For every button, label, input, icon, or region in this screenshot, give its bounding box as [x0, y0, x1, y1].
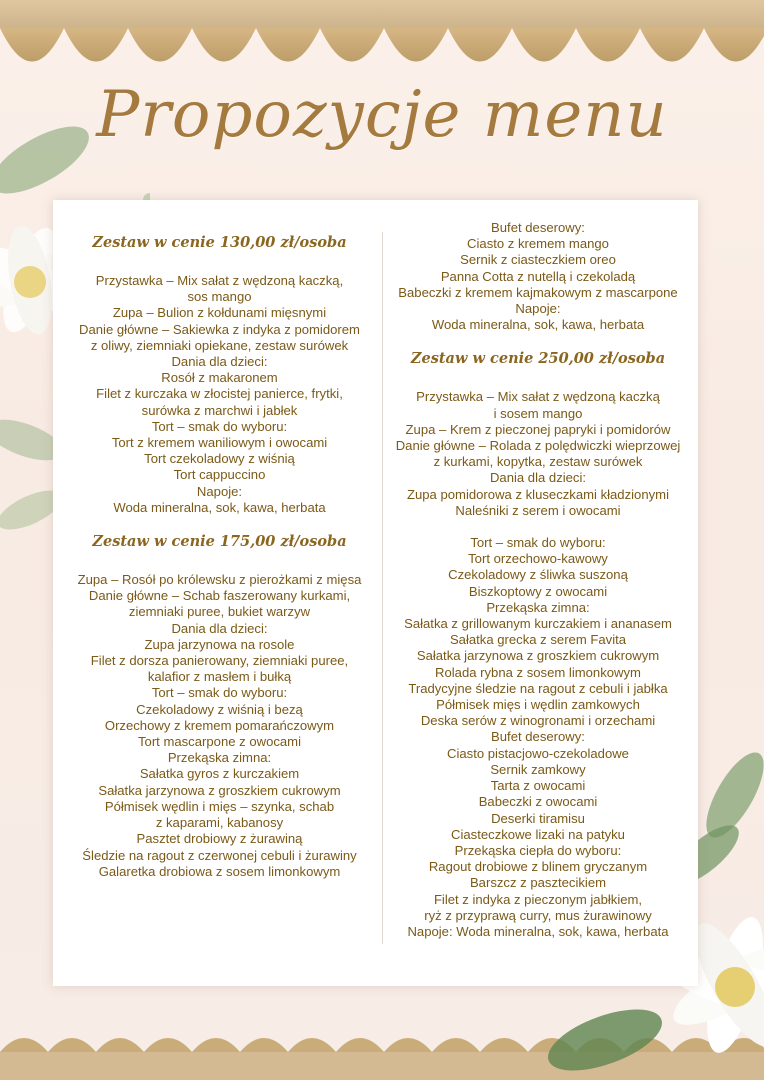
menu-line: Orzechowy z kremem pomarańczowym: [104, 717, 335, 733]
menu-line: Tort czekoladowy z wiśnią: [144, 451, 295, 467]
menu-line: Sernik z ciasteczkiem oreo: [460, 252, 616, 268]
menu-line: Biszkoptowy z owocami: [468, 583, 608, 599]
set-175-heading: Zestaw w cenie 175,00 zł/osoba: [92, 533, 347, 551]
menu-line: Naleśniki z serem i owocami: [455, 502, 621, 518]
menu-line: Ciasteczkowe lizaki na patyku: [451, 826, 625, 842]
menu-line: Czekoladowy z śliwka suszoną: [448, 567, 628, 583]
menu-line: Zupa jarzynowa na rosole: [144, 636, 295, 652]
set-250-items-a: [383, 389, 693, 519]
left-column: [63, 200, 376, 880]
menu-line: Filet z dorsza panierowany, ziemniaki puree,: [90, 653, 349, 669]
menu-line: Woda mineralna, sok, kawa, herbata: [431, 317, 645, 333]
menu-line: Dania dla dzieci:: [489, 470, 587, 486]
menu-line: Deserki tiramisu: [491, 810, 585, 826]
menu-line: Filet z indyka z pieczonym jabłkiem,: [433, 891, 643, 907]
menu-line: Ciasto pistacjowo-czekoladowe: [447, 745, 629, 761]
menu-line: Przekąska ciepła do wyboru:: [454, 842, 622, 858]
menu-line: Danie główne – Sakiewka z indyka z pomidorem: [79, 321, 360, 337]
menu-line: Sałatka gyros z kurczakiem: [139, 766, 300, 782]
menu-line: z oliwy, ziemniaki opiekane, zestaw surówek: [90, 337, 349, 353]
page-title: Propozycje menu: [96, 78, 668, 152]
menu-line: sos mango: [187, 289, 252, 305]
set-130-items: [63, 273, 376, 516]
menu-line: Filet z kurczaka w złocistej panierce, frytki,: [96, 386, 343, 402]
menu-line: surówka z marchwi i jabłek: [141, 402, 298, 418]
menu-line: Ciasto z kremem mango: [467, 236, 609, 252]
menu-line: Bufet deserowy:: [491, 729, 585, 745]
menu-line: Sałatka jarzynowa z groszkiem cukrowym: [416, 648, 660, 664]
menu-line: Rosół z makaronem: [161, 370, 278, 386]
menu-line: Tort – smak do wyboru:: [151, 418, 288, 434]
menu-line: Zupa pomidorowa z kluseczkami kładzionymi: [407, 486, 669, 502]
menu-line: Czekoladowy z wiśnią i bezą: [136, 701, 303, 717]
set-175-items: [63, 572, 376, 880]
menu-card: [53, 200, 698, 986]
menu-line: Barszcz z pasztecikiem: [469, 875, 607, 891]
menu-line: Tort z kremem waniliowym i owocami: [111, 435, 328, 451]
menu-line: Przekąska zimna:: [167, 750, 272, 766]
menu-line: kalafior z masłem i bułką: [147, 669, 292, 685]
menu-line: Tarta z owocami: [490, 778, 586, 794]
menu-line: Śledzie na ragout z czerwonej cebuli i żurawiny: [82, 847, 357, 863]
menu-line: Napoje:: [515, 301, 561, 317]
menu-line: Sernik zamkowy: [490, 761, 586, 777]
menu-line: Deska serów z winogronami i orzechami: [420, 713, 656, 729]
menu-line: Sałatka z grillowanym kurczakiem i ananasem: [404, 616, 672, 632]
menu-line: Ragout drobiowe z blinem gryczanym: [428, 859, 648, 875]
menu-line: Pasztet drobiowy z żurawiną: [136, 831, 303, 847]
menu-line: Tort – smak do wyboru:: [470, 535, 606, 551]
menu-line: Sałatka jarzynowa z groszkiem cukrowym: [98, 782, 341, 798]
menu-line: Napoje:: [196, 483, 243, 499]
menu-line: Galaretka drobiowa z sosem limonkowym: [98, 863, 341, 879]
menu-line: Przystawka – Mix sałat z wędzoną kaczką,: [95, 273, 344, 288]
menu-line: Danie główne – Rolada z polędwiczki wieprzowej: [395, 438, 681, 454]
menu-line: Przekąska zimna:: [486, 599, 590, 615]
menu-line: Woda mineralna, sok, kawa, herbata: [113, 499, 326, 515]
menu-line: ziemniaki puree, bukiet warzyw: [128, 604, 311, 620]
menu-line: Panna Cotta z nutellą i czekoladą: [440, 268, 636, 284]
menu-line: Zupa – Rosół po królewsku z pierożkami z mięsa: [77, 572, 362, 588]
menu-line: Babeczki z owocami: [478, 794, 598, 810]
menu-line: Bufet deserowy:: [491, 220, 585, 235]
set-250-items-b: [383, 535, 693, 940]
menu-line: Tort cappuccino: [173, 467, 266, 483]
menu-line: Półmisek wędlin i mięs – szynka, schab: [104, 798, 335, 814]
menu-line: Rolada rybna z sosem limonkowym: [435, 664, 641, 680]
menu-line: Napoje: Woda mineralna, sok, kawa, herbata: [407, 923, 669, 939]
set-130-heading: Zestaw w cenie 130,00 zł/osoba: [92, 234, 347, 251]
menu-line: Tort mascarpone z owocami: [137, 734, 301, 750]
menu-line: Sałatka grecka z serem Favita: [449, 632, 627, 648]
menu-line: Babeczki z kremem kajmakowym z mascarpone: [398, 284, 678, 300]
menu-line: Dania dla dzieci:: [171, 354, 268, 370]
menu-line: z kaparami, kabanosy: [155, 815, 284, 831]
menu-line: Danie główne – Schab faszerowany kurkami,: [88, 588, 351, 604]
menu-line: Półmisek mięs i wędlin zamkowych: [436, 697, 640, 713]
menu-line: Tort – smak do wyboru:: [151, 685, 288, 701]
menu-line: Zupa – Bulion z kołdunami mięsnymi: [112, 305, 327, 321]
menu-line: Tradycyjne śledzie na ragout z cebuli i jabłka: [408, 680, 668, 696]
menu-line: z kurkami, kopytka, zestaw surówek: [433, 454, 643, 470]
menu-line: Dania dla dzieci:: [171, 620, 268, 636]
set-250-heading: Zestaw w cenie 250,00 zł/osoba: [410, 350, 666, 368]
menu-line: ryż z przyprawą curry, mus żurawinowy: [424, 907, 652, 923]
right-column: [383, 200, 693, 940]
menu-line: Przystawka – Mix sałat z wędzoną kaczką: [416, 389, 660, 405]
menu-line: Zupa – Krem z pieczonej papryki i pomidorów: [405, 421, 671, 437]
menu-line: i sosem mango: [493, 405, 583, 421]
set-130-dessert-items: [383, 220, 693, 333]
menu-line: Tort orzechowo-kawowy: [468, 551, 608, 567]
